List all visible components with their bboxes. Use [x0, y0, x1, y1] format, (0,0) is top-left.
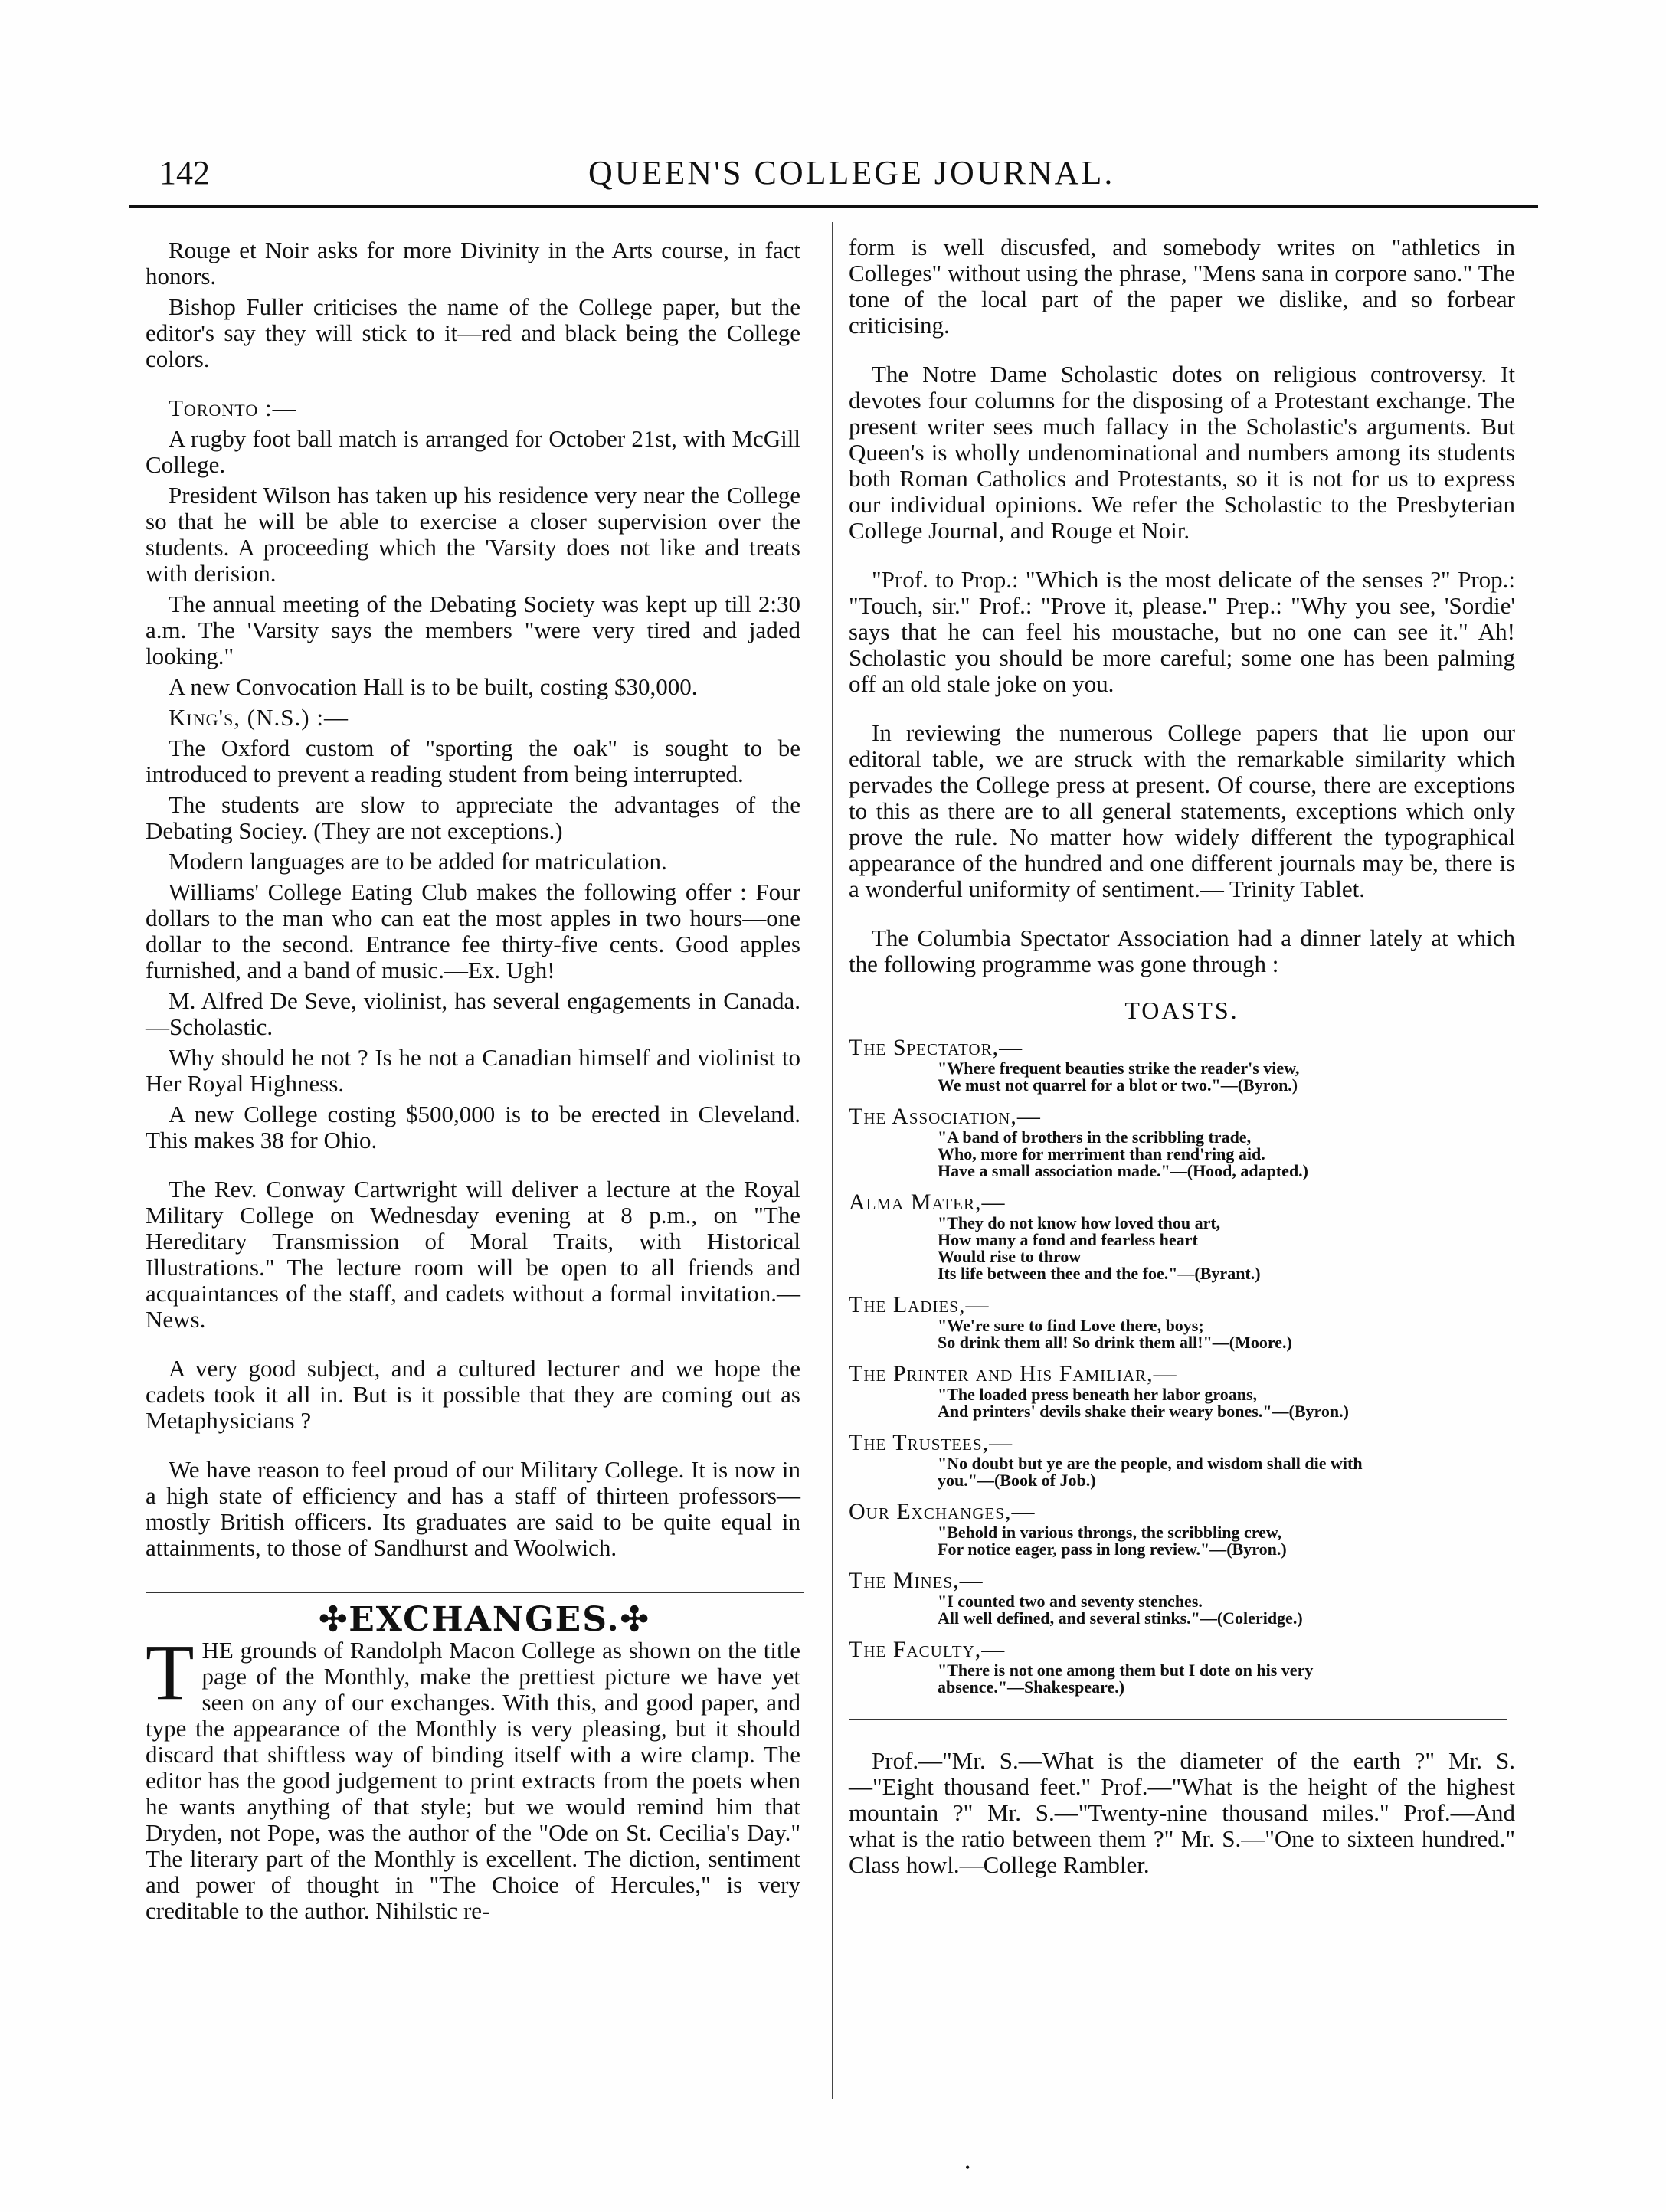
paragraph: A new Convocation Hall is to be built, costing $30,000.	[169, 673, 698, 700]
paragraph: The Rev. Conway Cartwright will deliver a lecture at the Royal Military College on Wednesday evening at 8 p.m., on "The Hereditary Transmission of Moral Traits, with Historical Illustrations." The lecture room will be open to all friends and acquaintances of the staff, and cadets without a formal invitation.—News.	[146, 1176, 800, 1333]
toast-entry	[849, 1431, 1515, 1489]
paragraph: Modern languages are to be added for matriculation.	[169, 848, 667, 875]
paragraph: A new College costing $500,000 is to be erected in Cleveland. This makes 38 for Ohio.	[146, 1101, 800, 1153]
toast-quote: "Where frequent beauties strike the reader's view, We must not quarrel for a blot or two."—(Byron.)	[938, 1059, 1300, 1095]
section-rule	[146, 1592, 804, 1593]
drop-cap: T	[146, 1628, 195, 1716]
paragraph: In reviewing the numerous College papers that lie upon our editoral table, we are struck with the remarkable similarity which pervades the College press at present. Of course, there are exceptions to this as there are to all general statements, exceptions which only prove the rule. No matter how widely different the typographical appearance of the hundred and one different journals may be, there is a wonderful uniformity of sentiment.— Trinity Tablet.	[849, 719, 1515, 902]
toast-entry	[849, 1362, 1515, 1420]
paragraph: The Columbia Spectator Association had a dinner lately at which the following programme was gone through :	[849, 924, 1515, 977]
section-label-toronto: Toronto :—	[169, 394, 297, 421]
column-divider	[832, 222, 833, 2099]
toast-title: The Ladies,—	[849, 1292, 990, 1317]
toast-entry	[849, 1638, 1515, 1696]
toast-quote: "We're sure to find Love there, boys; So drink them all! So drink them all!"—(Moore.)	[938, 1316, 1292, 1352]
page-header	[129, 153, 1546, 199]
toast-title: The Trustees,—	[849, 1430, 1013, 1455]
toast-quote: "The loaded press beneath her labor groans, And printers' devils shake their weary bones."—(Byron.)	[938, 1385, 1349, 1421]
paragraph: "Prof. to Prop.: "Which is the most delicate of the senses ?" Prop.: "Touch, sir." Prof.: "Prove it, please." Prep.: "Why you see, 'Sordie' says that he can feel his moustache, but no one can see it." Ah! Scholastic you should be more careful; some one has been palming off an old stale joke on you.	[849, 566, 1515, 697]
toast-entry	[849, 1104, 1515, 1180]
paragraph: A very good subject, and a cultured lecturer and we hope the cadets took it all in. But is it possible that they are coming out as Metaphysicians ?	[146, 1355, 800, 1434]
toast-title: The Printer and His Familiar,—	[849, 1361, 1177, 1386]
paragraph: Prof.—"Mr. S.—What is the diameter of the earth ?" Mr. S.—"Eight thousand feet." Prof.—"What is the height of the highest mountain ?" Mr. S.—"Twenty-nine thousand miles." Prof.—And what is the ratio between them ?" Mr. S.—"One to sixteen hundred." Class howl.—College Rambler.	[849, 1747, 1515, 1878]
paragraph: M. Alfred De Seve, violinist, has several engagements in Canada.—Scholastic.	[146, 987, 800, 1040]
toast-title: The Faculty,—	[849, 1637, 1006, 1662]
paragraph: Bishop Fuller criticises the name of the College paper, but the editor's say they will stick to it—red and black being the College colors.	[146, 293, 800, 372]
toast-entry	[849, 1500, 1515, 1558]
section-rule	[849, 1719, 1507, 1720]
paragraph: The Oxford custom of "sporting the oak" is sought to be introduced to prevent a reading student from being interrupted.	[146, 735, 800, 787]
paragraph: We have reason to feel proud of our Military College. It is now in a high state of efficiency and has a staff of thirteen professors—mostly British officers. Its graduates are said to be quite equal in attainments, to those of Sandhurst and Woolwich.	[146, 1456, 800, 1561]
paragraph: form is well discusfed, and somebody writes on "athletics in Colleges" without using the phrase, "Mens sana in corpore sano." The tone of the local part of the paper we dislike, and so forbear criticising.	[849, 234, 1515, 339]
toast-title: The Spectator,—	[849, 1035, 1023, 1060]
paragraph: The annual meeting of the Debating Society was kept up till 2:30 a.m. The 'Varsity says the members "were very tired and jaded looking."	[146, 591, 800, 669]
toast-quote: "There is not one among them but I dote on his very absence."—Shakespeare.)	[938, 1661, 1314, 1697]
paragraph-text: HE grounds of Randolph Macon College as shown on the title page of the Monthly, make the prettiest picture we have yet seen on any of our exchanges. With this, and good paper, and type the appearance of the Monthly is very pleasing, but it should discard that shiftless way of binding itself with a wire clamp. The editor has the good judgement to print extracts from the poets when he wants anything of that style; but we would remind him that Dryden, not Pope, was the author of the "Ode on St. Cecilia's Day." The literary part of the Monthly is excellent. The diction, sentiment and power of thought in "The Choice of Hercules," is very creditable to the author. Nihilstic re-	[146, 1637, 800, 1924]
exchanges-heading: ✣EXCHANGES.✣	[319, 1600, 650, 1639]
paragraph: The Notre Dame Scholastic dotes on religious controversy. It devotes four columns for the disposing of a Protestant exchange. The present writer sees much fallacy in the Scholastic's arguments. But Queen's is wholly undenominational and numbers among its students both Roman Catholics and Protestants, so it is not for us to express our individual opinions. We refer the Scholastic to the Presbyterian College Journal, and Rouge et Noir.	[849, 361, 1515, 544]
section-label-kings: King's, (N.S.) :—	[169, 704, 349, 731]
toast-title: Our Exchanges,—	[849, 1499, 1036, 1524]
paragraph: The students are slow to appreciate the advantages of the Debating Sociey. (They are not exceptions.)	[146, 791, 800, 844]
header-rule	[129, 205, 1538, 214]
toast-entry	[849, 1569, 1515, 1627]
toast-quote: "I counted two and seventy stenches. All well defined, and several stinks."—(Coleridge.)	[938, 1592, 1303, 1628]
right-column	[849, 234, 1515, 1883]
paragraph: Why should he not ? Is he not a Canadian himself and violinist to Her Royal Highness.	[146, 1044, 800, 1097]
left-column	[146, 237, 800, 1929]
toast-quote: "A band of brothers in the scribbling trade, Who, more for merriment than rend'ring aid. Have a small association made."—(Hood, adapted.)	[938, 1127, 1308, 1180]
toast-quote: "They do not know how loved thou art, How many a fond and fearless heart Would rise to throw Its life between thee and the foe."—(Byrant.)	[938, 1213, 1261, 1283]
toast-entry	[849, 1190, 1515, 1282]
toasts-heading: TOASTS.	[1124, 996, 1239, 1024]
paragraph: Williams' College Eating Club makes the following offer : Four dollars to the man who can eat the most apples in two hours—one dollar to the second. Entrance fee thirty-five cents. Good apples furnished, and a band of music.—Ex. Ugh!	[146, 879, 800, 983]
footer-mark: •	[965, 2160, 970, 2175]
toast-title: The Association,—	[849, 1104, 1041, 1129]
paragraph: President Wilson has taken up his residence very near the College so that he will be able to exercise a closer supervision over the students. A proceeding which the 'Varsity does not like and treats with derision.	[146, 482, 800, 587]
paragraph: A rugby foot ball match is arranged for October 21st, with McGill College.	[146, 425, 800, 478]
toast-title: Alma Mater,—	[849, 1189, 1006, 1215]
journal-title: QUEEN'S COLLEGE JOURNAL.	[588, 154, 1115, 191]
page-number: 142	[159, 154, 210, 191]
exchanges-first-paragraph	[146, 1628, 800, 1924]
toast-quote: "No doubt but ye are the people, and wisdom shall die with you."—(Book of Job.)	[938, 1454, 1363, 1490]
toast-entry	[849, 1036, 1515, 1094]
toast-quote: "Behold in various throngs, the scribbling crew, For notice eager, pass in long review."—(Byron.)	[938, 1523, 1287, 1559]
toast-title: The Mines,—	[849, 1568, 984, 1593]
paragraph: Rouge et Noir asks for more Divinity in the Arts course, in fact honors.	[146, 237, 800, 290]
toast-entry	[849, 1293, 1515, 1351]
